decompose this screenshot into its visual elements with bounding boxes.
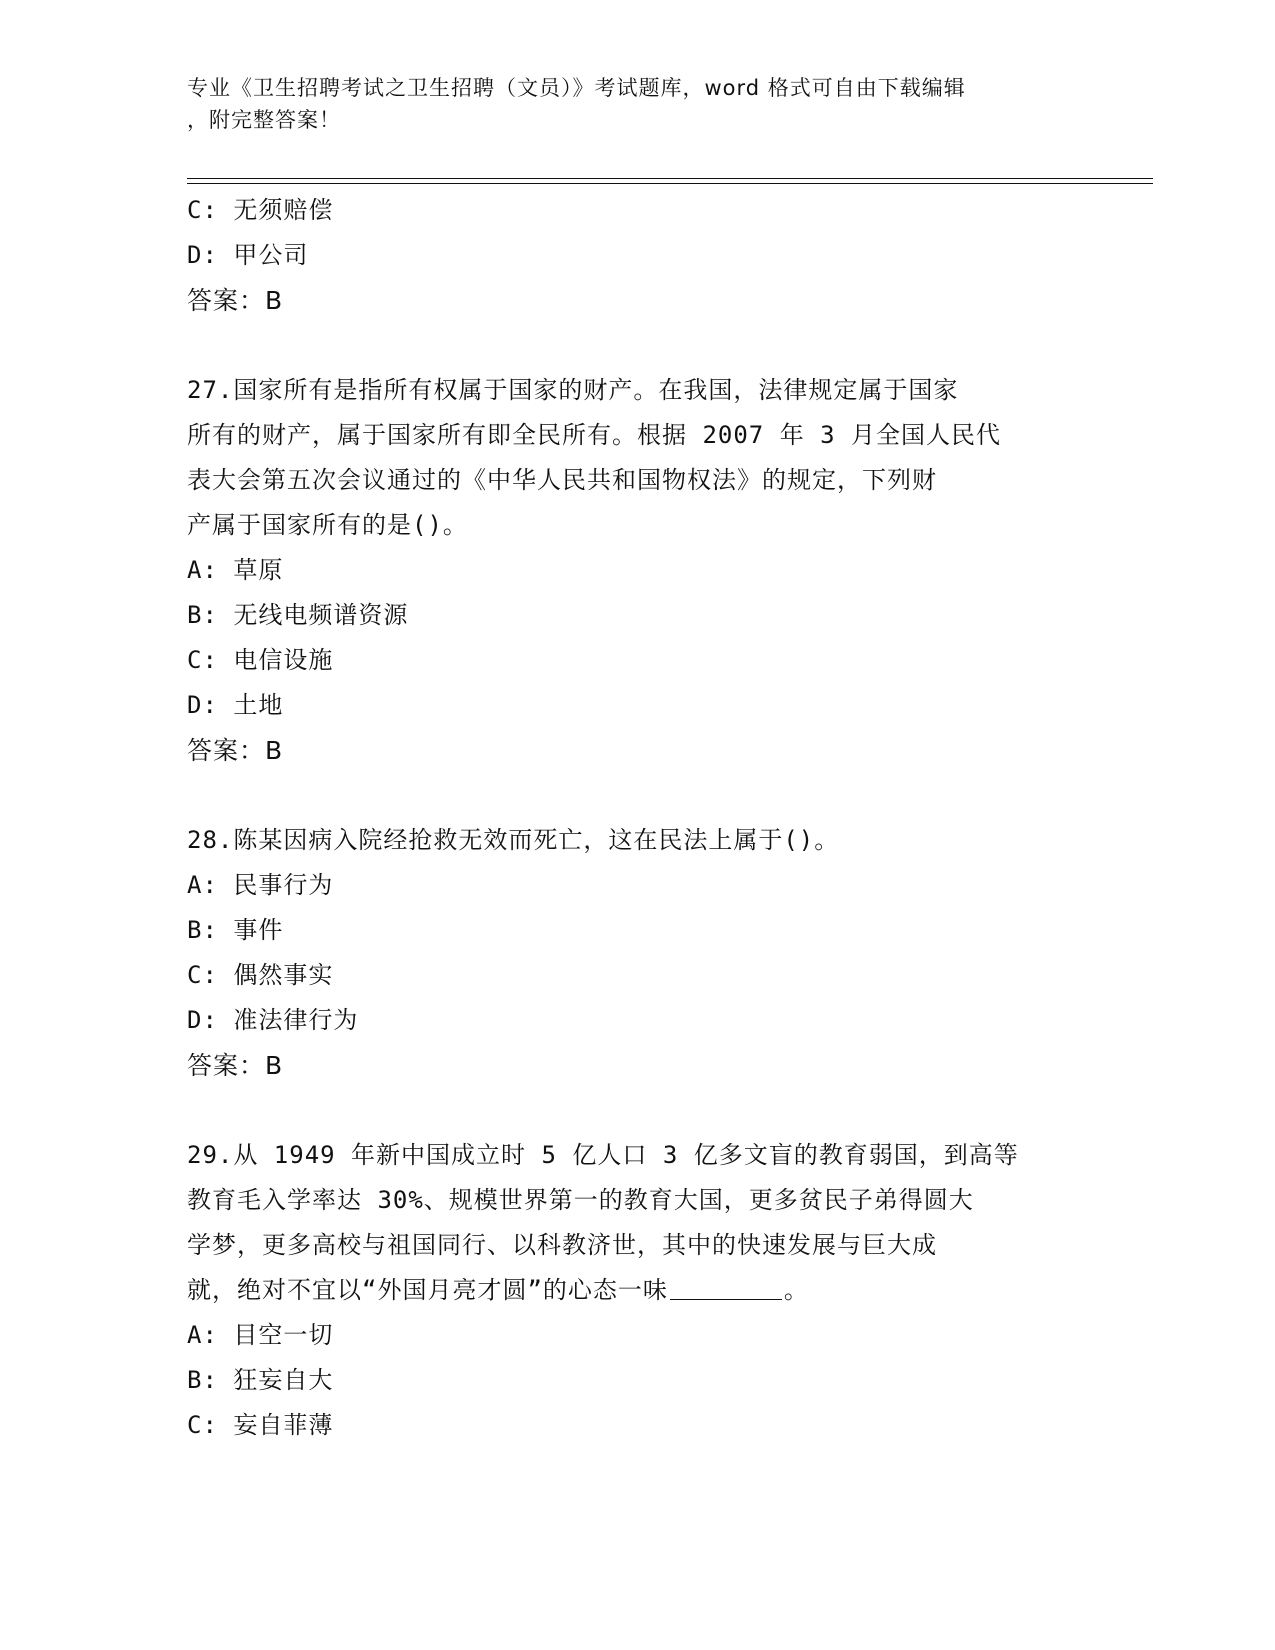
option-a: A: 民事行为 xyxy=(187,871,334,899)
question-text-line: 所有的财产，属于国家所有即全民所有。根据 2007 年 3 月全国人民代 xyxy=(187,421,1002,449)
spacer xyxy=(187,1088,1087,1133)
question-text-line: 学梦，更多高校与祖国同行、以科教济世，其中的快速发展与巨大成 xyxy=(187,1231,937,1259)
option-b: B: 无线电频谱资源 xyxy=(187,601,409,629)
answer-line: 答案：B xyxy=(187,286,284,315)
header-line-2: ，附完整答案！ xyxy=(187,108,341,132)
option-a: A: 目空一切 xyxy=(187,1321,334,1349)
page-header xyxy=(187,72,1067,136)
option-c: C: 无须赔偿 xyxy=(187,196,334,224)
option-d: D: 土地 xyxy=(187,691,284,719)
question-text-line: 表大会第五次会议通过的《中华人民共和国物权法》的规定，下列财 xyxy=(187,466,937,494)
option-d: D: 准法律行为 xyxy=(187,1006,359,1034)
question-27 xyxy=(187,368,1087,773)
question-text-line: 产属于国家所有的是()。 xyxy=(187,511,468,539)
question-text-line: 28.陈某因病入院经抢救无效而死亡，这在民法上属于()。 xyxy=(187,826,840,854)
header-divider-top xyxy=(187,178,1153,179)
question-text-line: 教育毛入学率达 30%、规模世界第一的教育大国，更多贫民子弟得圆大 xyxy=(187,1186,974,1214)
option-c: C: 电信设施 xyxy=(187,646,334,674)
option-a: A: 草原 xyxy=(187,556,284,584)
option-c: C: 妄自菲薄 xyxy=(187,1411,334,1439)
option-b: B: 狂妄自大 xyxy=(187,1366,334,1394)
header-line-1: 专业《卫生招聘考试之卫生招聘（文员）》考试题库，word 格式可自由下载编辑 xyxy=(187,76,966,100)
question-26 xyxy=(187,188,1087,323)
document-body xyxy=(187,188,1087,1448)
spacer xyxy=(187,773,1087,818)
spacer xyxy=(187,323,1087,368)
question-28 xyxy=(187,818,1087,1088)
option-d: D: 甲公司 xyxy=(187,241,309,269)
question-text-line: 27.国家所有是指所有权属于国家的财产。在我国，法律规定属于国家 xyxy=(187,376,959,404)
answer-line: 答案：B xyxy=(187,736,284,765)
question-text-line-with-blank xyxy=(187,1268,1087,1313)
text-before-blank: 就，绝对不宜以“外国月亮才圆”的心态一味 xyxy=(187,1276,668,1304)
option-c: C: 偶然事实 xyxy=(187,961,334,989)
text-after-blank: 。 xyxy=(783,1276,809,1304)
question-text-line: 29.从 1949 年新中国成立时 5 亿人口 3 亿多文盲的教育弱国，到高等 xyxy=(187,1141,1019,1169)
header-divider-bottom xyxy=(187,183,1153,184)
fill-in-blank xyxy=(670,1277,782,1300)
question-29 xyxy=(187,1133,1087,1448)
answer-line: 答案：B xyxy=(187,1051,284,1080)
option-b: B: 事件 xyxy=(187,916,284,944)
